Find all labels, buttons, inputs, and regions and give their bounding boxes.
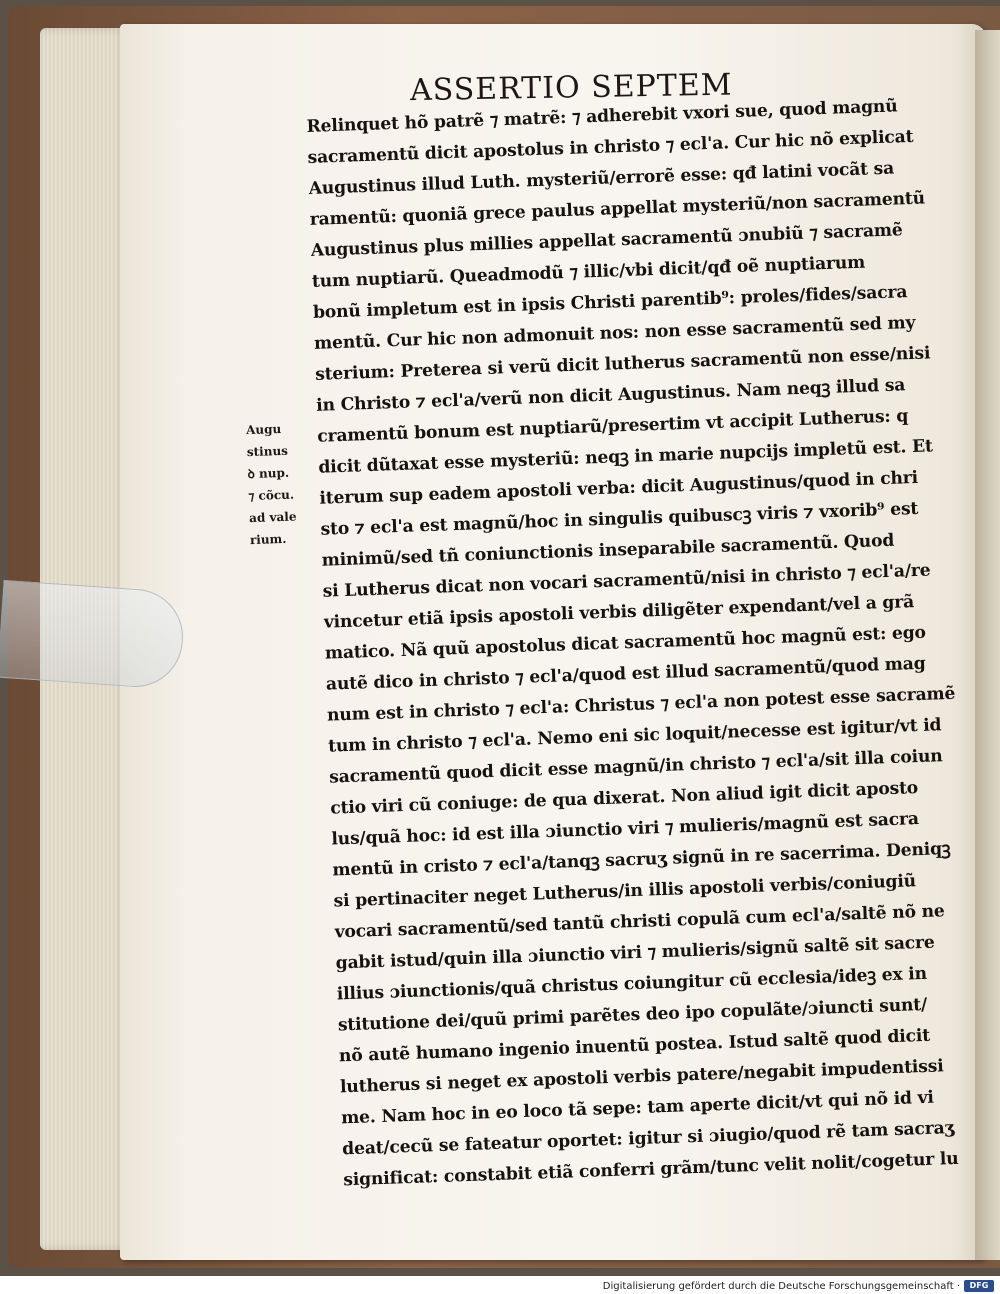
text-line: si Lutherus dicat non vocari sacramentũ/nisi in christo ⁊ ecl'a/re [322, 560, 931, 602]
margin-note-line: ⁊ cõcu. [248, 487, 295, 504]
text-block [306, 89, 1000, 1196]
text-line: deat/cecũ se fateatur oportet: igitur si ɔiugio/quod rẽ tam sacraʒ [341, 1118, 955, 1160]
text-line: dicit dũtaxat esse mysteriũ: neqꝫ in marie nupcijs impletũ est. Et [318, 436, 934, 478]
dfg-logo: DFG [964, 1280, 994, 1292]
text-line: nõ autẽ humano ingenio inuentũ postea. Istud saltẽ quod dicit [338, 1025, 931, 1067]
credit-text: Digitalisierung gefördert durch die Deutsche Forschungsgemeinschaft · [602, 1281, 960, 1292]
text-line: gabit istud/quin illa ɔiunctio viri ⁊ mulieris/signũ saltẽ sit sacre [335, 932, 935, 974]
text-line: matico. Nã quũ apostolus dicat sacramentũ hoc magnũ est: ego [324, 622, 927, 664]
text-line: bonũ impletum est in ipsis Christi parentib⁹: proles/fides/sacra [312, 282, 908, 323]
text-line: sacramentũ quod dicit esse magnũ/in christo ⁊ ecl'a/sit illa coiun [328, 746, 943, 788]
text-line: tum in christo ⁊ ecl'a. Nemo eni sic loquit/necesse est igitur/vt id [327, 715, 942, 757]
text-line: in Christo ⁊ ecl'a/verũ non dicit Augustinus. Nam neqꝫ illud sa [315, 375, 906, 416]
text-line: vocari sacramentũ/sed tantũ christi copulã cum ecl'a/saltẽ nõ ne [334, 901, 945, 943]
margin-note-line: ad vale [248, 509, 297, 526]
text-line: Augustinus plus millies appellat sacramentũ ɔnubiũ ⁊ sacramẽ [310, 220, 903, 261]
text-line: ramentũ: quoniã grece paulus appellat mysteriũ/non sacramentũ [309, 188, 926, 230]
text-line: minimũ/sed tñ coniunctionis inseparabile sacramentũ. Quod [321, 530, 895, 571]
text-line: tum nuptiarũ. Queadmodũ ⁊ illic/vbi dicit/qđ oẽ nuptiarum [311, 252, 866, 292]
text-line: cramentũ bonum est nuptiarũ/presertim vt accipit Lutherus: q [316, 406, 909, 447]
text-line: si pertinaciter neget Lutherus/in illis apostoli verbis/coniugiũ [333, 871, 917, 912]
text-line: sto ⁊ ecl'a est magnũ/hoc in singulis quibuscꝫ viris ⁊ vxorib⁹ est [320, 498, 919, 540]
text-line: significat: constabit etiã conferri grãm/tunc velit nolit/cogetur lu [342, 1148, 959, 1191]
text-line: vincetur etiã ipsis apostoli verbis diligẽter expendant/vel a grã [323, 592, 915, 633]
text-line: mentũ in cristo ⁊ ecl'a/tanqꝫ sacruʒ signũ in re sacerrima. Deniqꝫ [332, 838, 951, 881]
text-line: ctio viri cũ coniuge: de qua dixerat. Non aliud igit dicit aposto [329, 778, 919, 819]
margin-note-line: ꝺ nup. [247, 465, 290, 482]
text-line: sterium: Preterea si verũ dicit lutherus sacramentũ non esse/nisi [314, 343, 931, 385]
text-line: autẽ dico in christo ⁊ ecl'a/quod est illud sacramentũ/quod mag [325, 653, 926, 695]
margin-note [246, 417, 317, 551]
margin-note-line: Augu [245, 421, 282, 438]
bookmark-clip [0, 580, 186, 691]
text-line: mentũ. Cur hic non admonuit nos: non esse sacramentũ sed my [313, 312, 916, 354]
text-line: illius ɔiunctionis/quã christus coiungitur cũ ecclesia/ideꝫ ex in [336, 963, 928, 1005]
text-line: num est in christo ⁊ ecl'a: Christus ⁊ ecl'a non potest esse sacramẽ [326, 683, 956, 726]
text-line: stitutione dei/quũ primi parẽtes deo ipo copulãte/ɔiuncti sunt/ [337, 994, 928, 1036]
text-line: lus/quã hoc: id est illa ɔiunctio viri ⁊ mulieris/magnũ est sacra [331, 809, 920, 850]
text-line: sacramentũ dicit apostolus in christo ⁊ ecl'a. Cur hic nõ explicat [307, 126, 914, 168]
running-head: ASSERTIO SEPTEM [409, 67, 733, 109]
text-line: Relinquet hõ patrẽ ⁊ matrẽ: ⁊ adherebit vxori sue, quod magnũ [306, 96, 898, 137]
margin-note-line: stinus [246, 443, 289, 460]
text-line: lutherus si neget ex apostoli verbis patere/negabit impudentissi [339, 1056, 944, 1098]
margin-note-line: rium. [249, 531, 287, 548]
text-line: me. Nam hoc in eo loco tã sepe: tam aperte dicit/vt qui nõ id vi [340, 1087, 935, 1129]
text-line: iterum sup eadem apostoli verba: dicit Augustinus/quod in chri [319, 467, 919, 509]
text-line: Augustinus illud Luth. mysteriũ/errorẽ esse: qđ latini vocãt sa [308, 158, 895, 199]
